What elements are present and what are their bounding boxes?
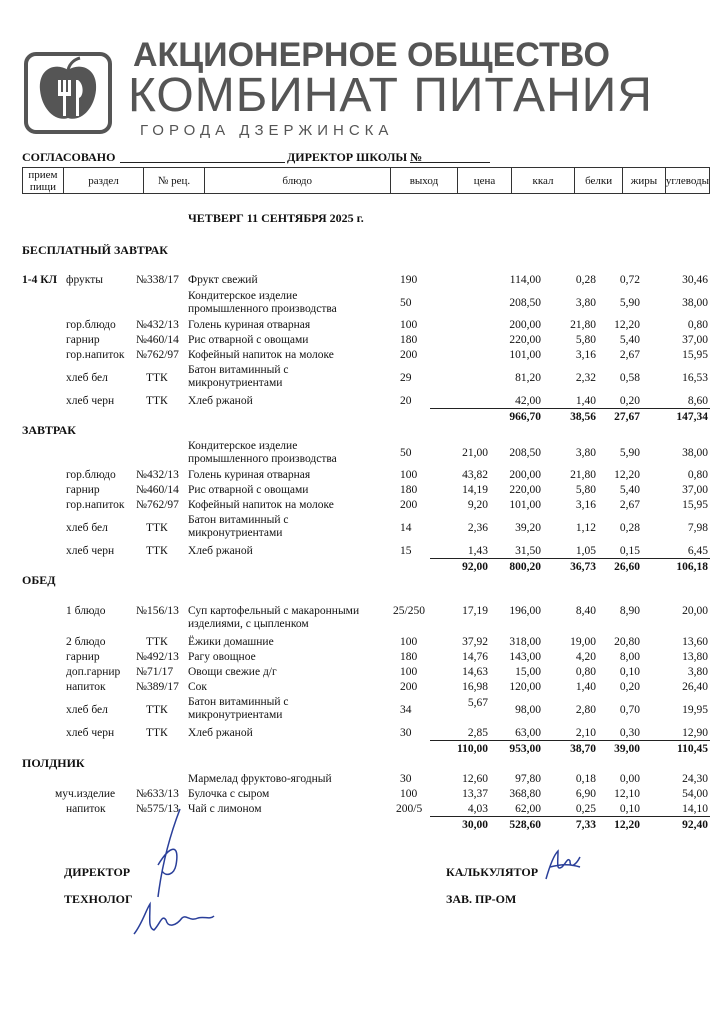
col-meal: прием пищи xyxy=(23,168,64,194)
section-title: ОБЕД xyxy=(22,573,56,587)
col-price: цена xyxy=(458,168,512,194)
director-signature-icon xyxy=(140,805,200,905)
director-label: ДИРЕКТОР xyxy=(64,865,131,879)
agreed-label: СОГЛАСОВАНО xyxy=(22,150,116,164)
col-recipe: № рец. xyxy=(144,168,204,194)
column-header-table xyxy=(22,167,710,194)
section-title: ПОЛДНИК xyxy=(22,756,85,770)
company-logo xyxy=(24,52,112,134)
technologist-label: ТЕХНОЛОГ xyxy=(64,892,133,906)
col-section: раздел xyxy=(63,168,143,194)
col-output: выход xyxy=(390,168,458,194)
col-dish: блюдо xyxy=(204,168,390,194)
technologist-signature-icon xyxy=(128,900,218,940)
apple-fork-icon xyxy=(28,56,108,130)
brand-line-1: АКЦИОНЕРНОЕ ОБЩЕСТВО xyxy=(133,36,610,74)
col-protein: белки xyxy=(575,168,623,194)
calculator-signature-icon xyxy=(540,845,585,885)
date-title: ЧЕТВЕРГ 11 СЕНТЯБРЯ 2025 г. xyxy=(188,211,364,225)
section-title: БЕСПЛАТНЫЙ ЗАВТРАК xyxy=(22,243,168,257)
brand-line-2: КОМБИНАТ ПИТАНИЯ xyxy=(128,69,653,122)
col-fat: жиры xyxy=(623,168,666,194)
col-kcal: ккал xyxy=(511,168,574,194)
head-production-label: ЗАВ. ПР-ОМ xyxy=(446,892,517,906)
school-director-label: ДИРЕКТОР ШКОЛЫ № xyxy=(287,150,423,164)
section-title: ЗАВТРАК xyxy=(22,423,77,437)
calculator-label: КАЛЬКУЛЯТОР xyxy=(446,865,539,879)
brand-line-3: ГОРОДА ДЗЕРЖИНСКА xyxy=(140,122,394,139)
col-carbs: углеводы xyxy=(665,168,709,194)
